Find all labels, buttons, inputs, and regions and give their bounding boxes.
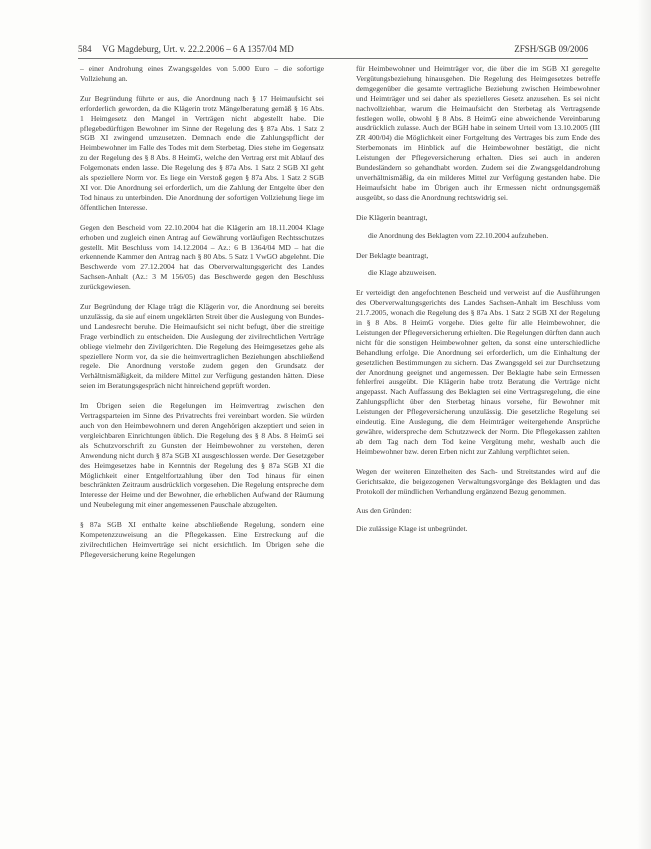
page-number: 584 xyxy=(78,44,92,54)
journal-reference: ZFSH/SGB 09/2006 xyxy=(514,44,588,54)
paragraph: Wegen der weiteren Einzelheiten des Sach- und Streitstandes wird auf die Gerichtsakte, die beigezogenen Verwaltungsvorgänge des Beklagten und das Protokoll der mündlichen Verhandlung ergänzend Bezug genommen. xyxy=(356,466,600,496)
header-divider xyxy=(78,58,588,59)
paragraph: Im Übrigen seien die Regelungen im Heimvertrag zwischen den Vertragsparteien im Sinne des Privatrechts frei vereinbart worden. Sie würden auch von den Heimbewohnern und deren Angehörigen akzeptiert und seien in vergleichbaren Einrichtungen üblich. Die Regelung des § 8 Abs. 8 HeimG sei als Schutzvorschrift zu Gunsten der Heimbewohner zu verstehen, deren Anwendung nicht durch § 87a SGB XI ausgeschlossen werde. Der Gesetzgeber des Heimgesetzes habe in Kenntnis der Regelung des § 87a SGB XI die Möglichkeit einer Entgeltfortzahlung über den Tod hinaus für einen beschränkten Zeitraum ausdrücklich vorgesehen. Die Regelung entspreche dem Interesse der Heime und der Bewohner, die erheblichen Aufwand der Räumung und Neubelegung mit einer angemessenen Pauschale abzugelten. xyxy=(80,401,324,510)
motion-text: die Anordnung des Beklagten vom 22.10.2004 aufzuheben. xyxy=(368,230,549,240)
motion-intro: Der Beklagte beantragt, xyxy=(356,250,429,260)
section-heading: Aus den Gründen: xyxy=(356,506,412,516)
paragraph: Die zulässige Klage ist unbegründet. xyxy=(356,524,468,534)
motion-intro: Die Klägerin beantragt, xyxy=(356,212,428,222)
paragraph: Er verteidigt den angefochtenen Bescheid und verweist auf die Ausführungen des Oberverwaltungsgerichts des Landes Sachsen-Anhalt im Beschluss vom 21.7.2005, wonach die Regelung des § 87a Abs. 1 Satz 2 SGB XI der Regelung in § 8 Abs. 8 HeimG vorgehe. Dies gelte für alle Heimbewohner, die Leistungen der Pflegeversicherung erhielten. Die Regelungen dürften dann auch nicht für die sonstigen Heimbewohner gelten, da sonst eine unterschiedliche Behandlung erfolge. Die Anordnung sei erforderlich, um die Einhaltung der gesetzlichen Bestimmungen zu sichern. Das Zwangsgeld sei zur Durchsetzung der Anordnung geeignet und angemessen. Der Beklagte habe sein Ermessen fehlerfrei ausgeübt. Die Klägerin habe trotz Beratung die Verträge nicht angepasst. Nach Auffassung des Beklagten sei eine Vertragsregelung, die eine Zahlungspflicht über den Sterbetag hinaus vorsehe, für Bewohner mit Leistungen der Pflegeversicherung unzulässig. Die gesetzliche Regelung sei eindeutig. Eine Auslegung, die dem Heimträger weitergehende Ansprüche gewähre, widerspreche dem Schutzzweck der Norm. Die Pflegekassen zahlten ab dem Tag nach dem Tod keine Vergütung mehr, weshalb auch die Heimbewohner bzw. deren Erben nicht zur Zahlung verpflichtet seien. xyxy=(356,288,600,456)
motion-text: die Klage abzuweisen. xyxy=(368,268,437,278)
case-citation: VG Magdeburg, Urt. v. 22.2.2006 – 6 A 1357/04 MD xyxy=(102,44,294,54)
page-edge-shadow xyxy=(637,0,651,849)
paragraph: für Heimbewohner und Heimträger vor, die über die im SGB XI geregelte Vergütungsbeziehung hinausgehen. Die Regelung des Heimgesetzes betreffe demgegenüber die gesamte vertragliche Beziehung zwischen Heimbewohner und Heimträger und sei daher als spezielleres Gesetz anzusehen. Es sei nicht nachvollziehbar, warum die Heimaufsicht den Sterbetag als Vertragsende festlegen wolle, obwohl § 8 Abs. 8 HeimG eine abweichende Vereinbarung ausdrücklich zulasse. Auch der BGH habe in seinem Urteil vom 13.10.2005 (III ZR 400/04) die Möglichkeit einer Fortgeltung des Vertrages bis zum Ende des Sterbemonats im Hinblick auf die Heimbewohner bestätigt, die nicht Leistungen der Pflegeversicherung erhalten. Dies sei auch in anderen Bundesländern so gehandhabt worden. Zudem sei die Zwangsgeldandrohung unverhältnismäßig, da ein milderes Mittel zur Verfügung gestanden habe. Die Heimaufsicht habe im Übrigen auch ihr Ermessen nicht ordnungsgemäß ausgeübt, so dass die Anordnung rechtswidrig sei. xyxy=(356,64,600,202)
page-header xyxy=(78,40,588,58)
paragraph: Zur Begründung der Klage trägt die Klägerin vor, die Anordnung sei bereits unzulässig, da sie auf einem ungeklärten Streit über die Auslegung von Bundes- und Landesrecht beruhe. Die Heimaufsicht sei nicht befugt, über die streitige Frage verbindlich zu entscheiden. Die Auslegung der zivilrechtlichen Verträge obliege vielmehr den Zivilgerichten. Die Regelung des Heimgesetzes gehe als speziellere Norm vor, da sie die heimvertraglichen Beziehungen abschließend regele. Die Anordnung verstoße zudem gegen den Grundsatz der Verhältnismäßigkeit, da mildere Mittel zur Verfügung gestanden hätten. Diese seien im Beratungsgespräch nicht hinreichend geprüft worden. xyxy=(80,302,324,391)
paragraph: Gegen den Bescheid vom 22.10.2004 hat die Klägerin am 18.11.2004 Klage erhoben und zugleich einen Antrag auf Gewährung vorläufigen Rechtsschutzes gestellt. Mit Beschluss vom 14.12.2004 – Az.: 6 B 1364/04 MD – hat die erkennende Kammer den Antrag nach § 80 Abs. 5 Satz 1 VwGO abgelehnt. Die Beschwerde vom 27.12.2004 hat das Oberverwaltungsgericht des Landes Sachsen-Anhalt (Az.: 3 M 156/05) das Beschwerde gegen den Beschluss zurückgewiesen. xyxy=(80,222,324,292)
paragraph: – einer Androhung eines Zwangsgeldes von 5.000 Euro – die sofortige Vollziehung an. xyxy=(80,64,324,83)
paragraph: Zur Begründung führte er aus, die Anordnung nach § 17 Heimaufsicht sei erforderlich geworden, da die Klägerin trotz Mängelberatung gemäß § 16 Abs. 1 Heimgesetz den Mangel in Verträgen nicht abgestellt habe. Die pflegebedürftigen Bewohner im Sinne der Regelung des § 87a Abs. 1 Satz 2 SGB XI zwingend umzusetzen. Demnach ende die Zahlungspflicht der Heimbewohner im Falle des Todes mit dem Sterbetag. Dies stehe im Gegensatz zu der Regelung des § 8 Abs. 8 HeimG, welche den Vertrag erst mit Ablauf des Folgemonats enden lasse. Die Regelung des § 87a Abs. 1 Satz 2 SGB XI geht als speziellere Norm vor. Es liege ein Verstoß gegen § 87a Abs. 1 Satz 2 SGB XI vor. Die Anordnung sei erforderlich, um die Zahlung der Entgelte über den Tod hinaus zu unterbinden. Die Anordnung der sofortigen Vollziehung liege im öffentlichen Interesse. xyxy=(80,93,324,212)
paragraph: § 87a SGB XI enthalte keine abschließende Regelung, sondern eine Kompetenzzuweisung an die Pflegekassen. Eine Erstreckung auf die zivilrechtlichen Heimverträge sei nicht ersichtlich. Im Übrigen sehe die Pflegeversicherung keine Regelungen xyxy=(80,520,324,559)
right-column xyxy=(356,64,600,534)
left-column xyxy=(80,64,324,560)
